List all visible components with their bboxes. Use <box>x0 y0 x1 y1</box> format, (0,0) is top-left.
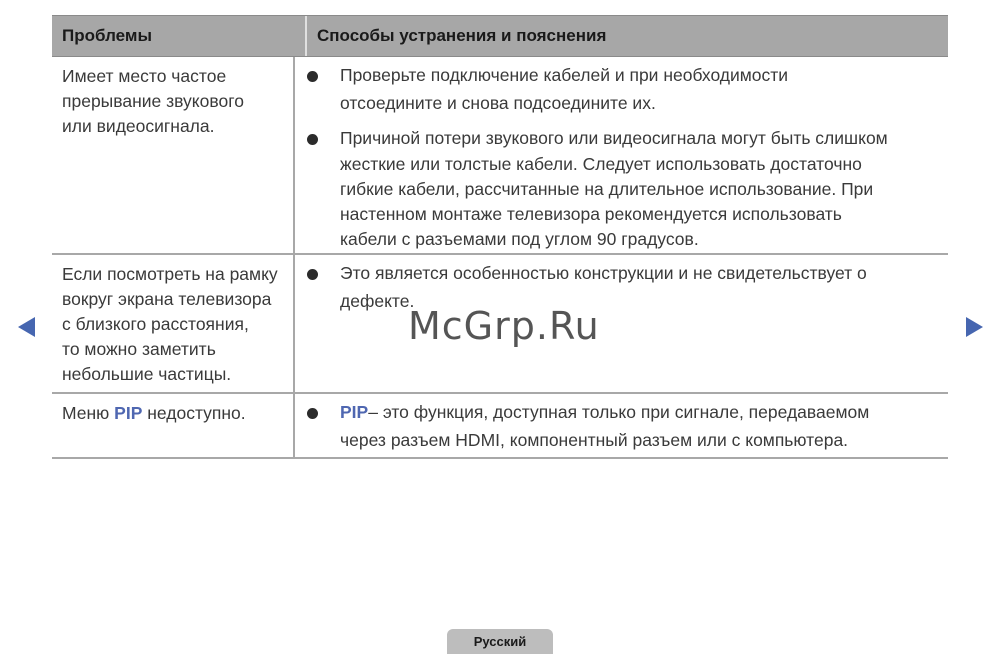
problem-line: или видеосигнала. <box>62 116 215 136</box>
bullet-line: отсоедините и снова подсоедините их. <box>340 93 656 113</box>
problem-line: небольшие частицы. <box>62 364 232 384</box>
bullet-dot-icon <box>307 134 318 145</box>
bullet-dot-icon <box>307 71 318 82</box>
problem-line: прерывание звукового <box>62 91 244 111</box>
problem-cell <box>52 255 295 392</box>
solution-cell <box>295 394 948 457</box>
bullet-line: Причиной потери звукового или видеосигнала могут быть слишком <box>340 128 888 148</box>
bullet-dot-icon <box>307 269 318 280</box>
bullet-dot-icon <box>307 408 318 419</box>
header-problems: Проблемы <box>52 16 307 56</box>
problem-text-post: недоступно. <box>142 403 246 423</box>
watermark: McGrp.Ru <box>408 304 600 348</box>
solution-bullet <box>295 259 948 315</box>
bullet-line: настенном монтаже телевизора рекомендуется использовать <box>340 204 842 224</box>
table-header <box>52 15 948 57</box>
solution-bullet <box>295 61 948 117</box>
problem-line: Если посмотреть на рамку <box>62 264 278 284</box>
triangle-right-icon[interactable] <box>966 317 983 337</box>
problem-cell <box>52 57 295 253</box>
problem-line: то можно заметить <box>62 339 216 359</box>
problem-cell <box>52 394 295 457</box>
bullet-first-line <box>340 398 948 426</box>
bullet-line: Проверьте подключение кабелей и при необходимости <box>340 65 789 85</box>
problem-line: Имеет место частое <box>62 66 227 86</box>
solution-cell <box>295 255 948 392</box>
triangle-left-icon[interactable] <box>18 317 35 337</box>
bullet-line: через разъем HDMI, компонентный разъем или с компьютера. <box>340 430 849 450</box>
bullet-line: гибкие кабели, рассчитанные на длительное использование. При <box>340 179 874 199</box>
bullet-line: дефекте. <box>340 291 415 311</box>
language-tab: Русский <box>447 629 553 654</box>
header-solutions: Способы устранения и пояснения <box>317 26 607 45</box>
table-row <box>52 394 948 459</box>
pip-highlight: PIP <box>114 403 143 423</box>
solution-bullet <box>295 398 948 454</box>
bullet-line: Это является особенностью конструкции и не свидетельствует о <box>340 263 867 283</box>
problem-line: с близкого расстояния, <box>62 314 249 334</box>
solution-cell <box>295 57 948 253</box>
bullet-line: кабели с разъемами под углом 90 градусов. <box>340 229 699 249</box>
pip-highlight: PIP <box>340 402 369 422</box>
table-row <box>52 57 948 255</box>
problem-line: вокруг экрана телевизора <box>62 289 272 309</box>
troubleshooting-table <box>52 15 948 459</box>
bullet-line: жесткие или толстые кабели. Следует использовать достаточно <box>340 154 862 174</box>
problem-text-pre: Меню <box>62 403 115 423</box>
bullet-line: – это функция, доступная только при сигнале, передаваемом <box>368 402 870 422</box>
solution-bullet <box>295 124 948 252</box>
